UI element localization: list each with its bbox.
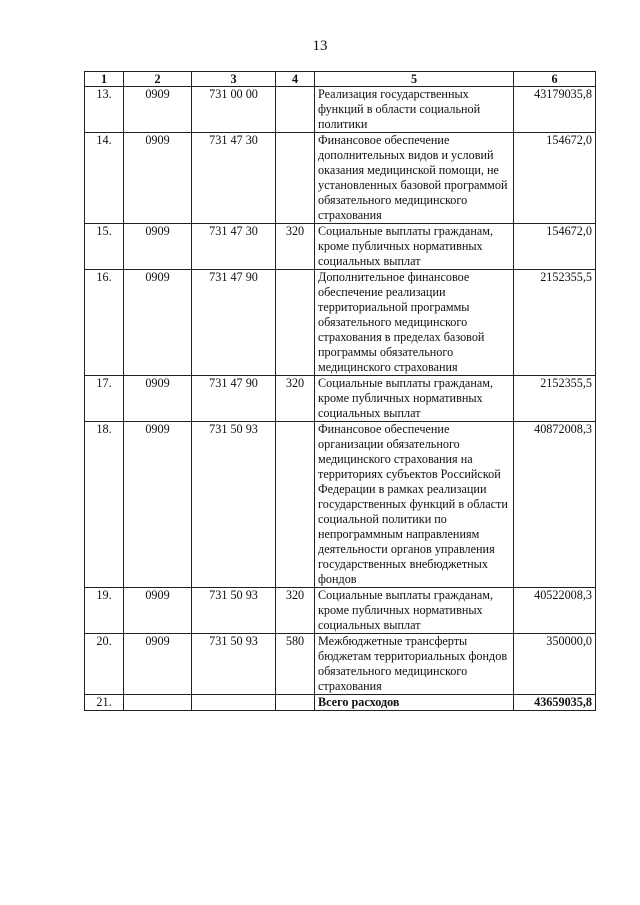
section-code: 0909 bbox=[124, 634, 192, 695]
total-amount: 43659035,8 bbox=[514, 695, 596, 711]
total-label: Всего расходов bbox=[315, 695, 514, 711]
amount: 2152355,5 bbox=[514, 270, 596, 376]
column-header: 5 bbox=[315, 72, 514, 87]
expense-kind: 580 bbox=[276, 634, 315, 695]
column-header: 4 bbox=[276, 72, 315, 87]
row-number: 19. bbox=[85, 588, 124, 634]
expense-kind bbox=[276, 422, 315, 588]
section-code: 0909 bbox=[124, 422, 192, 588]
target-code: 731 47 90 bbox=[192, 270, 276, 376]
target-code: 731 47 30 bbox=[192, 224, 276, 270]
amount: 40522008,3 bbox=[514, 588, 596, 634]
section-code bbox=[124, 695, 192, 711]
amount: 2152355,5 bbox=[514, 376, 596, 422]
amount: 154672,0 bbox=[514, 133, 596, 224]
table-row bbox=[85, 422, 596, 588]
item-name: Дополнительное финансовое обеспечение реализации территориальной программы обязательного медицинского страхования в пределах базовой программы обязательного медицинского страхования bbox=[315, 270, 514, 376]
section-code: 0909 bbox=[124, 133, 192, 224]
target-code: 731 50 93 bbox=[192, 422, 276, 588]
row-number: 20. bbox=[85, 634, 124, 695]
row-number: 16. bbox=[85, 270, 124, 376]
section-code: 0909 bbox=[124, 270, 192, 376]
section-code: 0909 bbox=[124, 376, 192, 422]
row-number: 13. bbox=[85, 87, 124, 133]
target-code: 731 00 00 bbox=[192, 87, 276, 133]
item-name: Межбюджетные трансферты бюджетам территориальных фондов обязательного медицинского страхования bbox=[315, 634, 514, 695]
target-code: 731 50 93 bbox=[192, 634, 276, 695]
row-number: 21. bbox=[85, 695, 124, 711]
column-header: 6 bbox=[514, 72, 596, 87]
table-row bbox=[85, 634, 596, 695]
target-code: 731 47 90 bbox=[192, 376, 276, 422]
header-row bbox=[85, 72, 596, 87]
item-name: Социальные выплаты гражданам, кроме публичных нормативных социальных выплат bbox=[315, 224, 514, 270]
target-code: 731 47 30 bbox=[192, 133, 276, 224]
expense-kind: 320 bbox=[276, 376, 315, 422]
target-code: 731 50 93 bbox=[192, 588, 276, 634]
column-header: 2 bbox=[124, 72, 192, 87]
section-code: 0909 bbox=[124, 224, 192, 270]
table-row bbox=[85, 224, 596, 270]
amount: 154672,0 bbox=[514, 224, 596, 270]
expense-kind bbox=[276, 695, 315, 711]
column-header: 3 bbox=[192, 72, 276, 87]
item-name: Социальные выплаты гражданам, кроме публичных нормативных социальных выплат bbox=[315, 588, 514, 634]
amount: 40872008,3 bbox=[514, 422, 596, 588]
item-name: Финансовое обеспечение организации обязательного медицинского страхования на территориях субъектов Российской Федерации в рамках реализации государственных функций в области социальной политики по непрограммным направлениям деятельности органов управления государственных внебюджетных фондов bbox=[315, 422, 514, 588]
expense-kind bbox=[276, 87, 315, 133]
budget-table bbox=[84, 71, 596, 711]
table-row bbox=[85, 87, 596, 133]
target-code bbox=[192, 695, 276, 711]
section-code: 0909 bbox=[124, 588, 192, 634]
row-number: 15. bbox=[85, 224, 124, 270]
section-code: 0909 bbox=[124, 87, 192, 133]
expense-kind bbox=[276, 133, 315, 224]
page-number: 13 bbox=[312, 38, 328, 54]
amount: 43179035,8 bbox=[514, 87, 596, 133]
row-number: 17. bbox=[85, 376, 124, 422]
total-row bbox=[85, 695, 596, 711]
row-number: 14. bbox=[85, 133, 124, 224]
expense-kind: 320 bbox=[276, 224, 315, 270]
item-name: Финансовое обеспечение дополнительных видов и условий оказания медицинской помощи, не установленных базовой программой обязательного медицинского страхования bbox=[315, 133, 514, 224]
row-number: 18. bbox=[85, 422, 124, 588]
table-row bbox=[85, 270, 596, 376]
expense-kind bbox=[276, 270, 315, 376]
table-row bbox=[85, 588, 596, 634]
table-row bbox=[85, 133, 596, 224]
item-name: Социальные выплаты гражданам, кроме публичных нормативных социальных выплат bbox=[315, 376, 514, 422]
item-name: Реализация государственных функций в области социальной политики bbox=[315, 87, 514, 133]
table-row bbox=[85, 376, 596, 422]
expense-kind: 320 bbox=[276, 588, 315, 634]
column-header: 1 bbox=[85, 72, 124, 87]
amount: 350000,0 bbox=[514, 634, 596, 695]
